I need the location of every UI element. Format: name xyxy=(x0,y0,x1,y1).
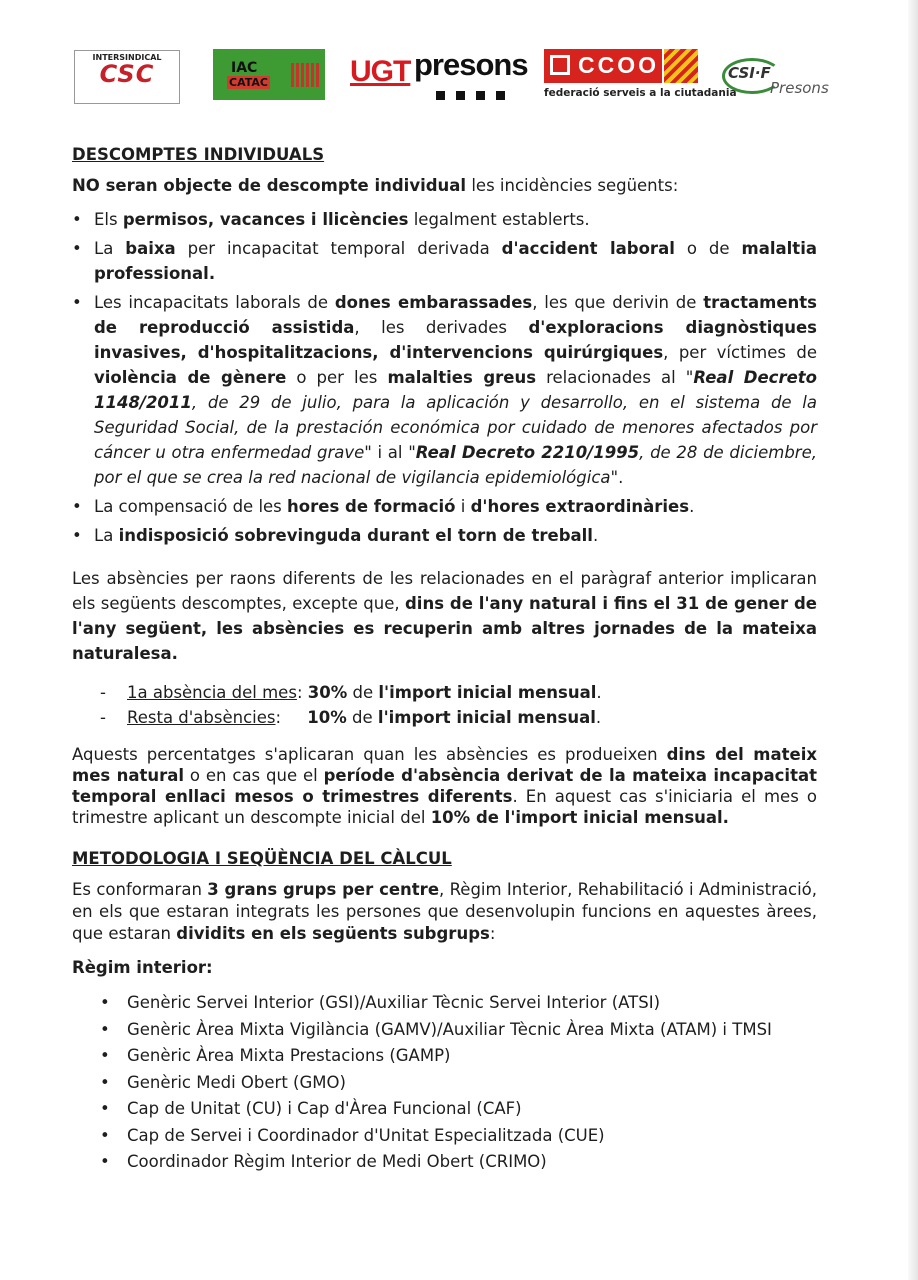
bold-text: 10% de l'import inicial mensual. xyxy=(430,808,729,827)
bold-text: hores de formació xyxy=(287,497,456,516)
iac-logo-bars xyxy=(291,63,321,87)
text: Els xyxy=(94,210,123,229)
bold-text: l'import inicial mensual xyxy=(378,683,597,702)
list-item: • Coordinador Règim Interior de Medi Obert (CRIMO) xyxy=(72,1149,817,1174)
text: o en cas que el xyxy=(184,766,324,785)
text: La xyxy=(94,526,119,545)
percentages-paragraph xyxy=(72,744,817,828)
text: , Règim Interior, Rehabilitació i Administració, en els que estaran integrats les persones que desenvolupin funcions en aquestes àrees, que estaran xyxy=(72,880,817,943)
ccoo-logo-flag xyxy=(664,49,698,83)
iac-logo-line2: CATAC xyxy=(229,76,268,89)
bold-text: malalties greus xyxy=(387,368,537,387)
bold-text: d'accident laboral xyxy=(501,239,675,258)
text: : xyxy=(275,708,308,727)
list-item xyxy=(72,290,817,490)
text: Les absències per raons diferents de les relacionades en el paràgraf anterior implicaran els següents descomptes, excepte que, xyxy=(72,569,817,613)
list-item: • Cap de Unitat (CU) i Cap d'Àrea Funcional (CAF) xyxy=(72,1096,817,1121)
list-item: • Genèric Àrea Mixta Vigilància (GAMV)/Auxiliar Tècnic Àrea Mixta (ATAM) i TMSI xyxy=(72,1017,817,1042)
section-heading-descomptes: DESCOMPTES INDIVIDUALS xyxy=(72,145,325,164)
list-item xyxy=(72,494,817,519)
text: . xyxy=(618,468,624,487)
text: Aquests percentatges s'aplicaran quan les absències es produeixen xyxy=(72,745,667,764)
list-item: • Genèric Àrea Mixta Prestacions (GAMP) xyxy=(72,1043,817,1068)
bold-text: dividits en els següents subgrups xyxy=(176,924,490,943)
intro-paragraph xyxy=(72,173,817,198)
ugt-logo-block xyxy=(476,91,485,100)
discount-line xyxy=(72,705,817,730)
ugt-presons-logo xyxy=(350,47,528,105)
iac-logo-line1: IAC xyxy=(231,60,258,76)
union-logos-header xyxy=(0,0,918,120)
italic-text: " xyxy=(408,443,416,462)
italic-text: " xyxy=(685,368,694,387)
text: . xyxy=(592,526,599,545)
text: i xyxy=(455,497,471,516)
bold-text: l'import inicial mensual xyxy=(377,708,596,727)
discount-label: 1a absència del mes xyxy=(127,683,297,702)
text: per incapacitat temporal derivada xyxy=(175,239,502,258)
csc-logo-main: CSC xyxy=(99,60,155,88)
csif-logo-line2: Presons xyxy=(770,79,829,97)
subheading-regim-interior xyxy=(72,955,817,980)
text: La xyxy=(94,239,126,258)
text: , per víctimes de xyxy=(663,343,817,362)
bold-text: dins de l'any natural i fins el 31 de gener de l'any següent, les absències es recuperin amb altres jornades de la mateixa naturalesa. xyxy=(72,594,818,663)
text: de xyxy=(346,708,378,727)
ugt-logo-block xyxy=(496,91,505,100)
bold-text: malaltia professional. xyxy=(94,239,817,283)
text: : xyxy=(296,683,308,702)
bold-text: d'hores extraordinàries xyxy=(470,497,690,516)
regim-interior-list xyxy=(72,990,817,1174)
text: Les incapacitats laborals de xyxy=(94,293,335,312)
text: , les que derivin de xyxy=(532,293,704,312)
ugt-logo-block xyxy=(436,91,445,100)
bold-text: baixa xyxy=(125,239,176,258)
document-body xyxy=(72,142,817,1176)
text: : xyxy=(489,924,496,943)
list-item xyxy=(72,523,817,548)
list-item xyxy=(72,236,817,286)
bold-text: Règim interior: xyxy=(72,958,213,977)
intro-bold: NO seran objecte de descompte individual xyxy=(72,176,467,195)
ugt-logo-red: UGT xyxy=(350,55,411,88)
text: Es conformaran xyxy=(72,880,208,899)
list-item: • Genèric Servei Interior (GSI)/Auxiliar Tècnic Servei Interior (ATSI) xyxy=(72,990,817,1015)
intro-rest: les incidències següents: xyxy=(466,176,679,195)
bold-text: període d'absència derivat de la mateixa incapacitat temporal enllaci mesos o trimestres diferents xyxy=(72,766,817,806)
bold-text: tractaments de reproducció assistida xyxy=(94,293,817,337)
section-heading-metodologia: METODOLOGIA I SEQÜÈNCIA DEL CÀLCUL xyxy=(72,849,452,868)
bold-text: permisos, vacances i llicències xyxy=(122,210,409,229)
text: , les derivades xyxy=(354,318,529,337)
ccoo-logo-text: CCOO xyxy=(578,52,659,78)
bold-text: violència de gènere xyxy=(94,368,287,387)
csc-logo-top: INTERSINDICAL xyxy=(92,53,162,62)
bold-text: indisposició sobrevinguda durant el torn de treball xyxy=(118,526,593,545)
list-item: • Genèric Medi Obert (GMO) xyxy=(72,1070,817,1095)
discount-percent: 10% xyxy=(307,708,347,727)
groups-paragraph xyxy=(72,879,817,945)
ccoo-logo-subtitle: federació serveis a la ciutadania xyxy=(544,87,737,99)
text: La compensació de les xyxy=(94,497,288,516)
text: o de xyxy=(674,239,742,258)
text: . xyxy=(689,497,695,516)
bold-text: dins del mateix mes natural xyxy=(72,745,818,785)
csif-logo-line1: CSI·F xyxy=(728,64,771,82)
text: i al xyxy=(371,443,409,462)
bold-italic-text: Real Decreto 1148/2011 xyxy=(94,368,818,412)
ccoo-logo-square xyxy=(550,55,570,75)
bold-text: dones embarassades xyxy=(334,293,533,312)
discount-paragraph xyxy=(72,566,817,666)
list-item xyxy=(72,207,817,232)
discount-percent: 30% xyxy=(307,683,348,702)
text: . xyxy=(595,708,602,727)
csif-presons-logo xyxy=(722,56,832,102)
text: legalment establerts. xyxy=(408,210,590,229)
list-item: • Cap de Servei i Coordinador d'Unitat Especialitzada (CUE) xyxy=(72,1123,817,1148)
bold-italic-text: Real Decreto 2210/1995 xyxy=(415,443,640,462)
bold-text: 3 grans grups per centre xyxy=(207,880,440,899)
italic-text: , de 28 de diciembre, por el que se crea la red nacional de vigilancia epidemiológica" xyxy=(94,443,817,487)
discount-label: Resta d'absències xyxy=(127,708,276,727)
text: o per les xyxy=(286,368,388,387)
text: relacionades al xyxy=(536,368,686,387)
text: de xyxy=(347,683,379,702)
iac-catac-logo xyxy=(213,49,325,100)
ugt-logo-block xyxy=(456,91,465,100)
csc-logo xyxy=(74,50,180,104)
ccoo-logo xyxy=(544,49,737,105)
text: . xyxy=(596,683,602,702)
bold-text: d'exploracions diagnòstiques invasives, d'hospitalitzacions, d'intervencions quirúrgiques xyxy=(94,318,817,362)
ugt-logo-black: presons xyxy=(414,47,528,82)
discount-line xyxy=(72,680,817,705)
italic-text: , de 29 de julio, para la aplicación y desarrollo, en el sistema de la Seguridad Social, de la prestación económica por cuidado de menores afectados por cáncer u otra enfermedad grave" xyxy=(94,393,817,462)
text: . En aquest cas s'iniciaria el mes o trimestre aplicant un descompte inicial del xyxy=(72,787,817,827)
page-edge-shadow xyxy=(908,0,918,1280)
